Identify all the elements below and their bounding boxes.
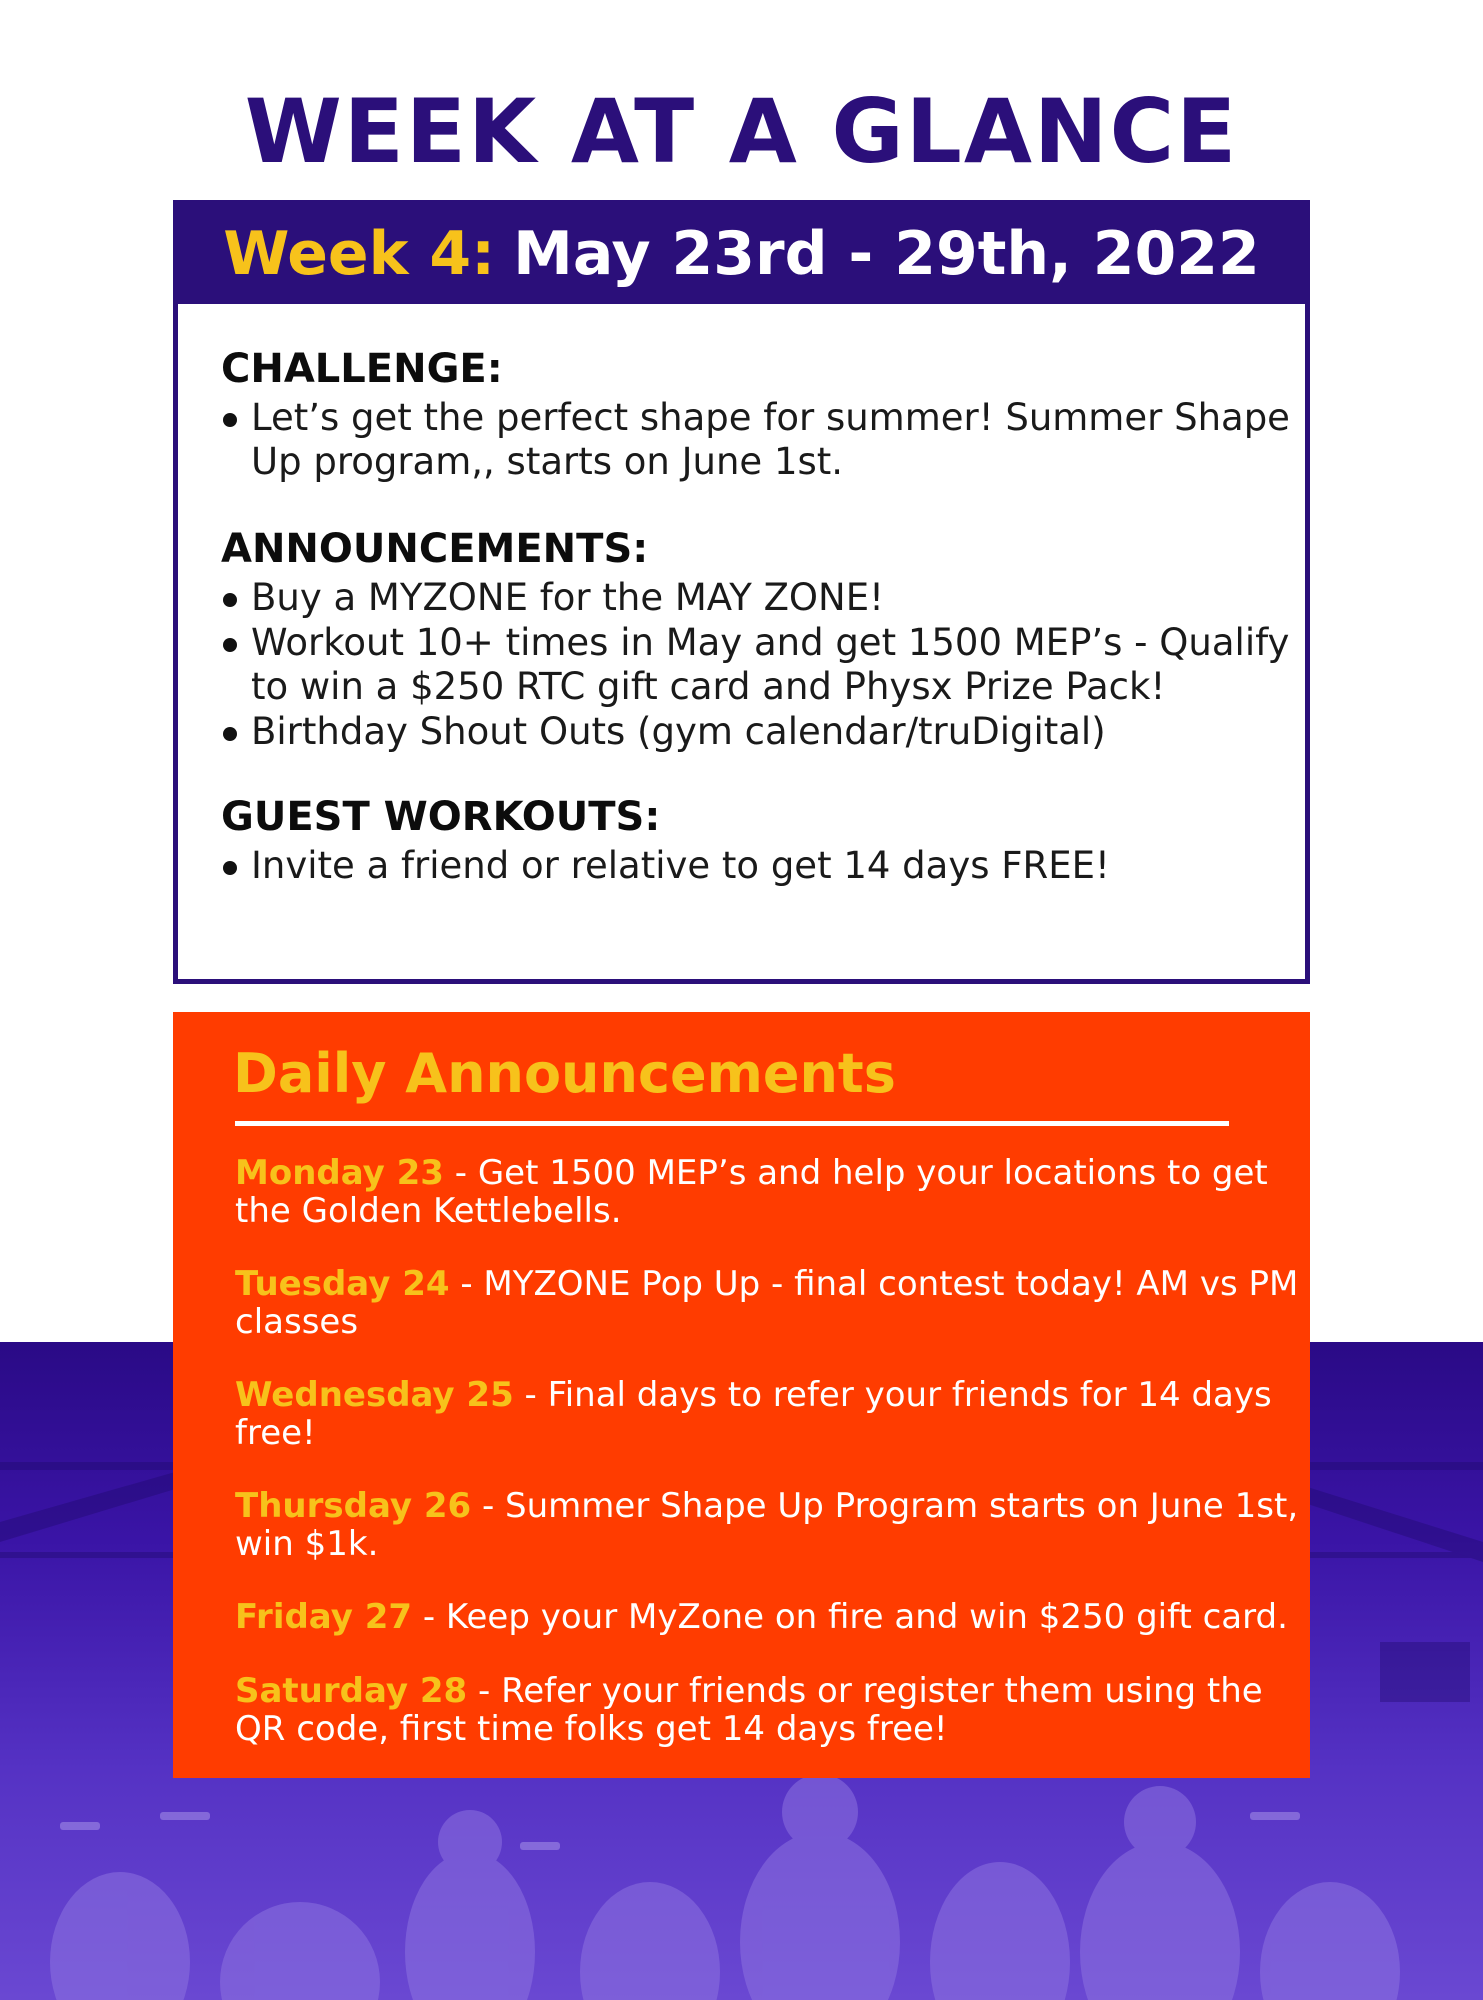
title-divider [235, 1121, 1229, 1126]
daily-entry-tuesday [235, 1265, 1305, 1341]
list-item: Birthday Shout Outs (gym calendar/truDigital) [221, 710, 1291, 754]
week-date-range: May 23rd - 29th, 2022 [513, 219, 1260, 289]
day-name: Tuesday 24 [235, 1264, 450, 1304]
day-text: - MYZONE Pop Up - final contest today! AM vs PM classes [235, 1264, 1299, 1342]
day-name: Thursday 26 [235, 1486, 472, 1526]
day-name: Friday 27 [235, 1597, 413, 1637]
day-text: - Get 1500 MEP’s and help your locations to get the Golden Kettlebells. [235, 1153, 1268, 1231]
list-item: Invite a friend or relative to get 14 days FREE! [221, 844, 1291, 888]
day-text: - Refer your friends or register them using the QR code, first time folks get 14 days free! [235, 1671, 1263, 1749]
week-banner [173, 200, 1310, 308]
guest-workouts-list [221, 844, 1291, 888]
daily-entry-wednesday [235, 1376, 1305, 1452]
challenge-list [221, 396, 1291, 484]
daily-entry-saturday [235, 1672, 1305, 1748]
day-text: - Summer Shape Up Program starts on June 1st, win $1k. [235, 1486, 1299, 1564]
announcements-list [221, 576, 1291, 754]
daily-announcements-title: Daily Announcements [233, 1042, 896, 1105]
day-name: Wednesday 25 [235, 1375, 514, 1415]
section-heading-guest-workouts: GUEST WORKOUTS: [221, 794, 661, 840]
week-label: Week 4: [223, 219, 496, 289]
weekly-info-box [173, 304, 1310, 984]
daily-entry-thursday [235, 1487, 1305, 1563]
day-name: Monday 23 [235, 1153, 444, 1193]
daily-entry-friday [235, 1598, 1305, 1636]
day-text: - Keep your MyZone on fire and win $250 gift card. [412, 1597, 1288, 1637]
list-item: Buy a MYZONE for the MAY ZONE! [221, 576, 1291, 620]
section-heading-announcements: ANNOUNCEMENTS: [221, 526, 649, 572]
day-name: Saturday 28 [235, 1671, 468, 1711]
daily-entry-monday [235, 1154, 1305, 1230]
list-item: Workout 10+ times in May and get 1500 MEP’s - Qualify to win a $250 RTC gift card and Physx Prize Pack! [221, 621, 1291, 709]
list-item: Let’s get the perfect shape for summer! Summer Shape Up program,, starts on June 1st. [221, 396, 1291, 484]
day-text: - Final days to refer your friends for 14 days free! [235, 1375, 1272, 1453]
section-heading-challenge: CHALLENGE: [221, 346, 503, 392]
page-title: WEEK AT A GLANCE [244, 80, 1239, 183]
daily-announcements-box [173, 1012, 1310, 1778]
